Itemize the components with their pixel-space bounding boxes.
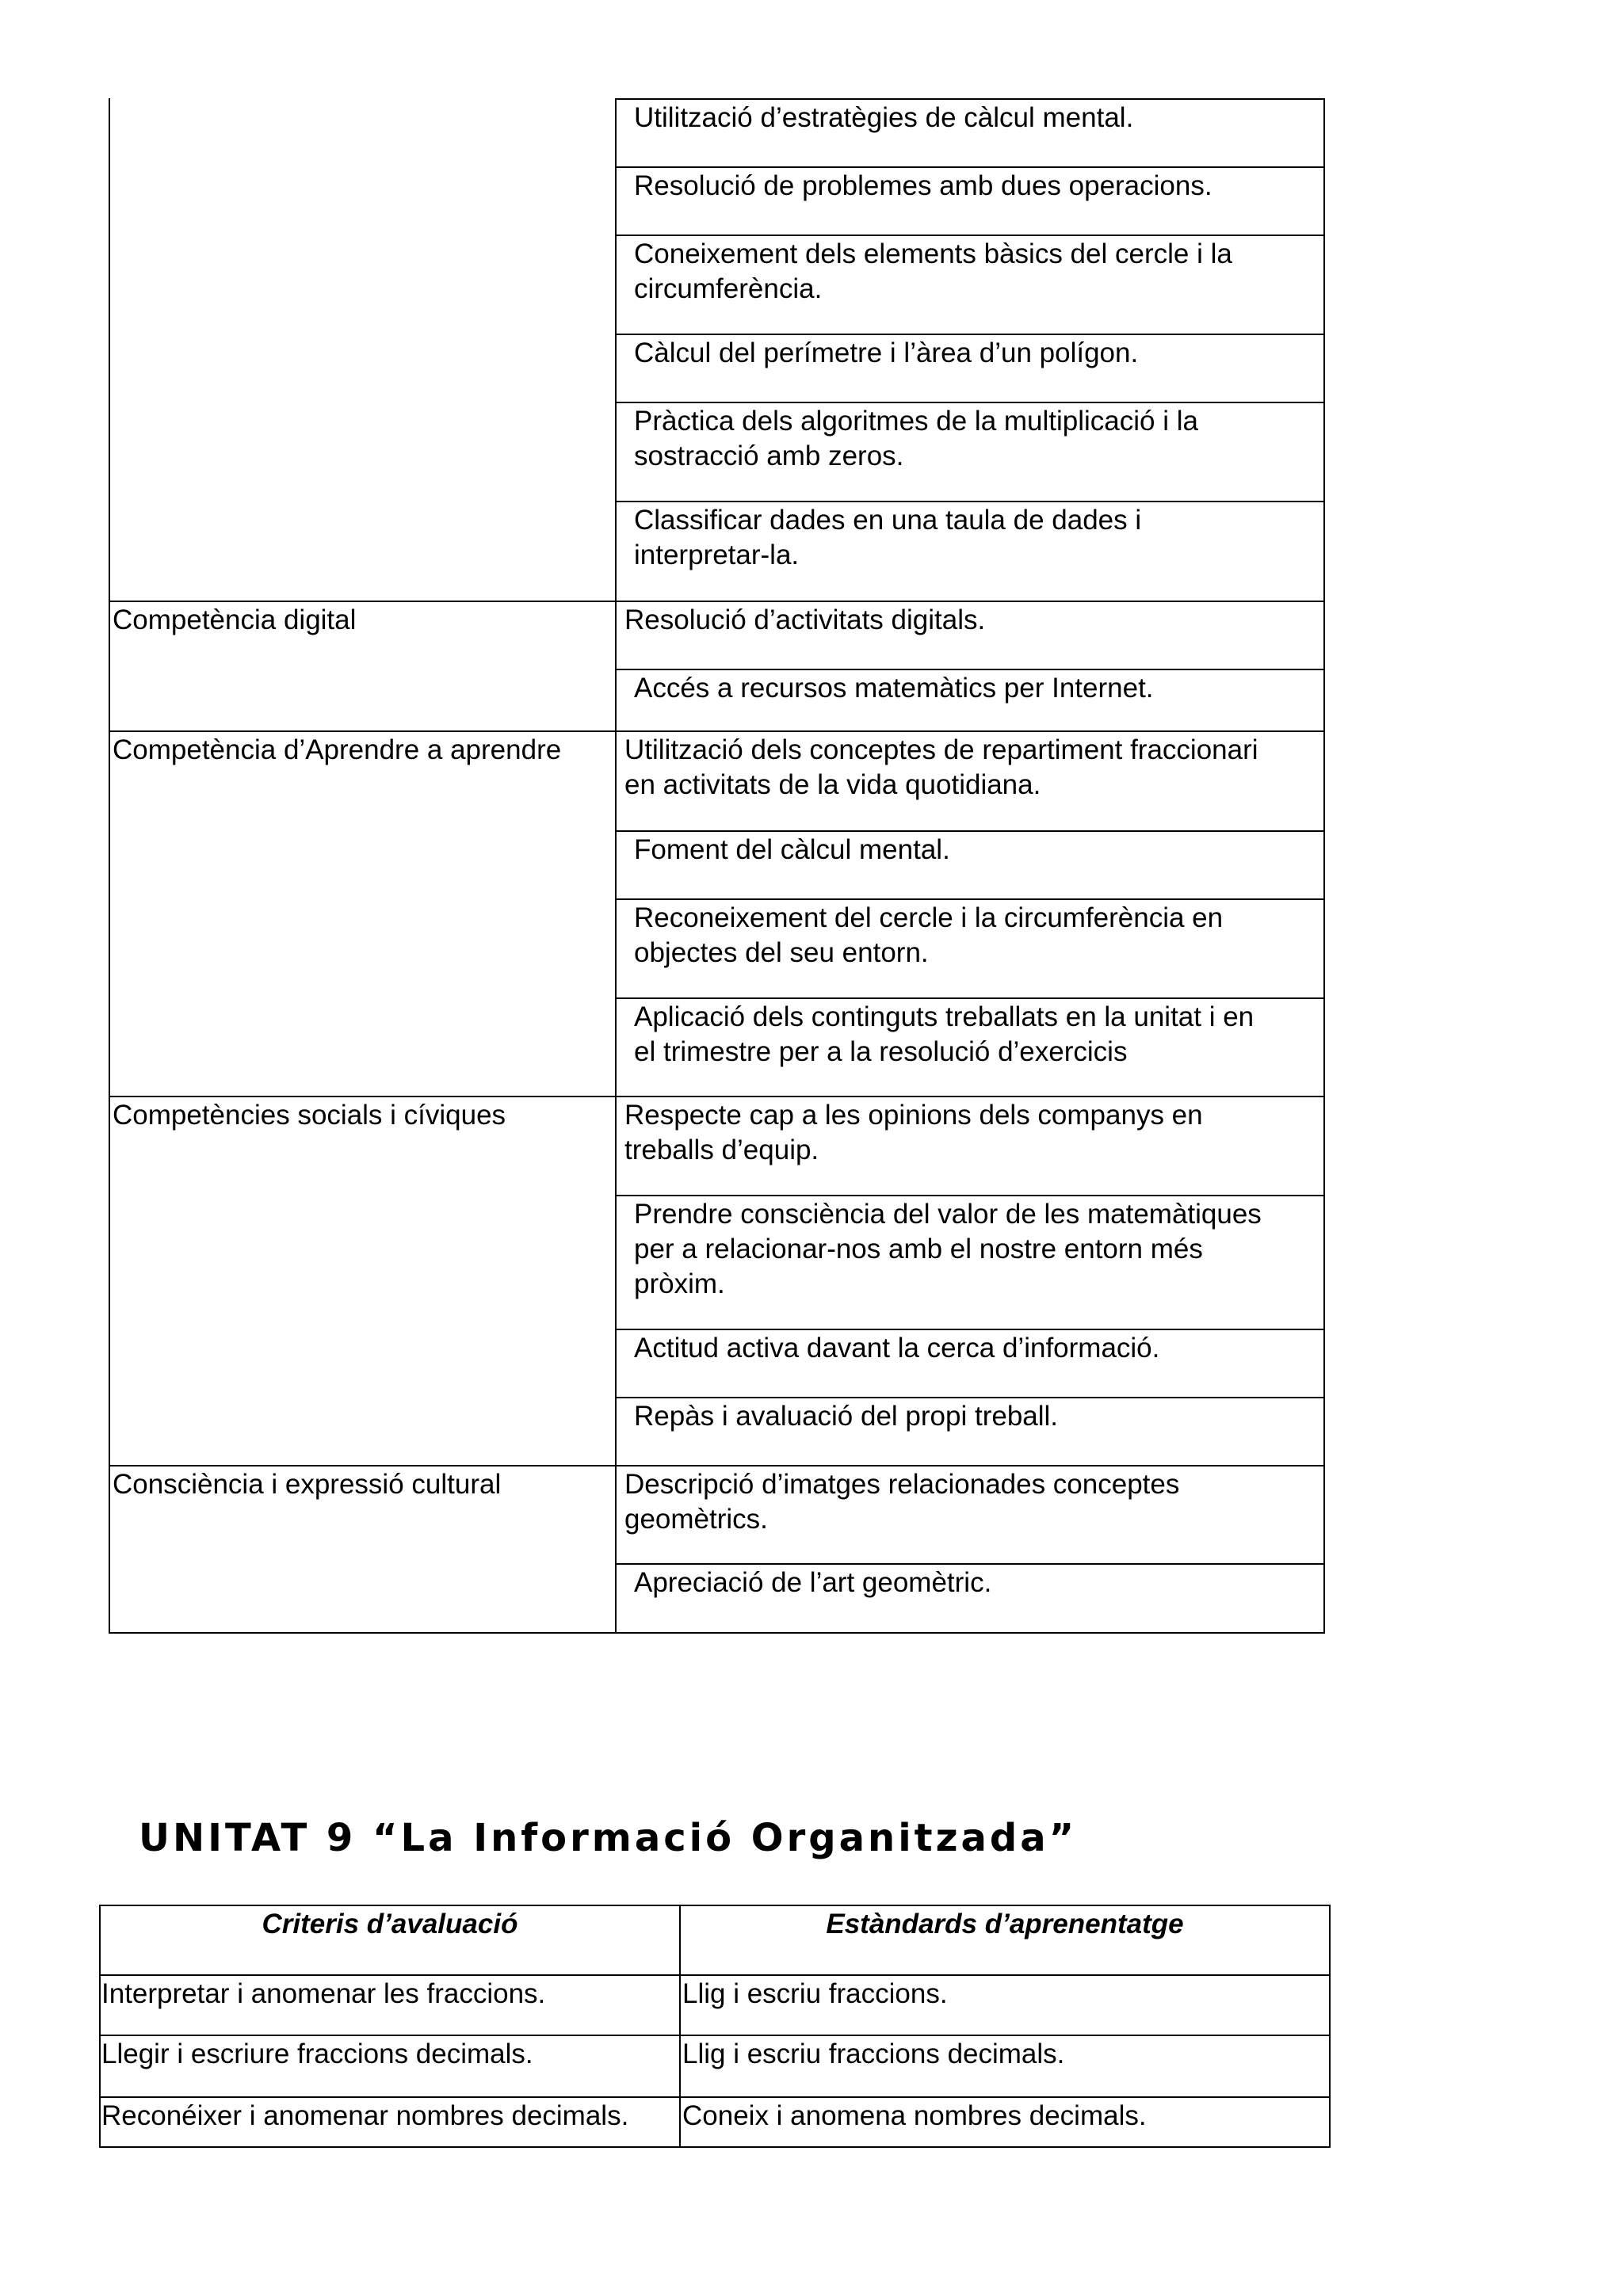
column-header-criteria: Criteris d’avaluació xyxy=(262,1909,518,1939)
row-divider xyxy=(615,402,1325,403)
row-divider xyxy=(615,830,1325,832)
row-divider xyxy=(615,166,1325,168)
table-border-bottom xyxy=(109,1632,1325,1634)
table-border-top xyxy=(615,98,1325,100)
row-divider xyxy=(99,2035,1331,2036)
table-border-left xyxy=(109,98,110,1634)
row-divider xyxy=(615,235,1325,236)
criteria-cell: Interpretar i anomenar les fraccions. xyxy=(101,1978,546,2009)
row-divider xyxy=(615,501,1325,502)
standard-cell: Coneix i anomena nombres decimals. xyxy=(682,2100,1147,2131)
criteria-cell: Reconéixer i anomenar nombres decimals. xyxy=(101,2100,629,2131)
table-border-right xyxy=(1329,1905,1331,2148)
row-divider xyxy=(615,1329,1325,1330)
competence-item: Actitud activa davant la cerca d’informació. xyxy=(634,1333,1160,1363)
row-divider xyxy=(615,1195,1325,1196)
standard-cell: Llig i escriu fraccions decimals. xyxy=(682,2039,1065,2069)
row-divider xyxy=(99,2096,1331,2098)
row-divider xyxy=(615,1563,1325,1565)
competence-item: Utilització dels conceptes de repartiment fraccionari en activitats de la vida quotidiana. xyxy=(624,734,1258,800)
competence-item: Resolució d’activitats digitals. xyxy=(624,605,986,635)
competence-item: Prendre consciència del valor de les matemàtiques per a relacionar-nos amb el nostre entorn més pròxim. xyxy=(634,1199,1262,1299)
competence-label: Competències socials i cíviques xyxy=(113,1100,506,1131)
competence-item: Resolució de problemes amb dues operacions. xyxy=(634,170,1212,201)
section-divider xyxy=(109,1465,1325,1466)
table-border-top xyxy=(99,1905,1331,1906)
competence-item: Repàs i avaluació del propi treball. xyxy=(634,1401,1059,1432)
competence-item: Reconeixement del cercle i la circumferència en objectes del seu entorn. xyxy=(634,902,1224,968)
row-divider xyxy=(615,1397,1325,1398)
competence-label: Competència digital xyxy=(113,605,357,635)
competence-item: Foment del càlcul mental. xyxy=(634,834,950,865)
row-divider xyxy=(615,334,1325,335)
competence-label: Competència d’Aprendre a aprendre xyxy=(113,734,562,765)
unit-title: UNITAT 9 “La Informació Organitzada” xyxy=(139,1816,1078,1860)
competence-item: Accés a recursos matemàtics per Internet. xyxy=(634,673,1154,704)
section-divider xyxy=(109,1096,1325,1097)
competence-label: Consciència i expressió cultural xyxy=(113,1469,502,1500)
row-divider xyxy=(99,1974,1331,1976)
competence-item: Apreciació de l’art geomètric. xyxy=(634,1567,992,1598)
row-divider xyxy=(615,669,1325,670)
competence-item: Utilització d’estratègies de càlcul mental. xyxy=(634,102,1134,133)
table-divider xyxy=(615,98,617,1634)
section-divider xyxy=(109,601,1325,602)
competence-item: Descripció d’imatges relacionades conceptes geomètrics. xyxy=(624,1469,1180,1535)
competence-item: Aplicació dels continguts treballats en la unitat i en el trimestre per a la resolució d’exercicis xyxy=(634,1001,1254,1067)
row-divider xyxy=(615,997,1325,999)
table-border-right xyxy=(1323,98,1325,1634)
column-header-standards: Estàndards d’aprenentatge xyxy=(826,1909,1184,1939)
standard-cell: Llig i escriu fraccions. xyxy=(682,1978,948,2009)
row-divider xyxy=(615,898,1325,900)
competence-item: Càlcul del perímetre i l’àrea d’un polígon. xyxy=(634,338,1139,368)
competence-item: Respecte cap a les opinions dels companys en treballs d’equip. xyxy=(624,1100,1203,1165)
criteria-cell: Llegir i escriure fraccions decimals. xyxy=(101,2039,533,2069)
competence-item: Coneixement dels elements bàsics del cercle i la circumferència. xyxy=(634,238,1232,304)
section-divider xyxy=(109,730,1325,732)
table-border-bottom xyxy=(99,2146,1331,2148)
competence-item: Classificar dades en una taula de dades i interpretar-la. xyxy=(634,505,1142,570)
competence-item: Pràctica dels algoritmes de la multiplicació i la sostracció amb zeros. xyxy=(634,406,1198,471)
